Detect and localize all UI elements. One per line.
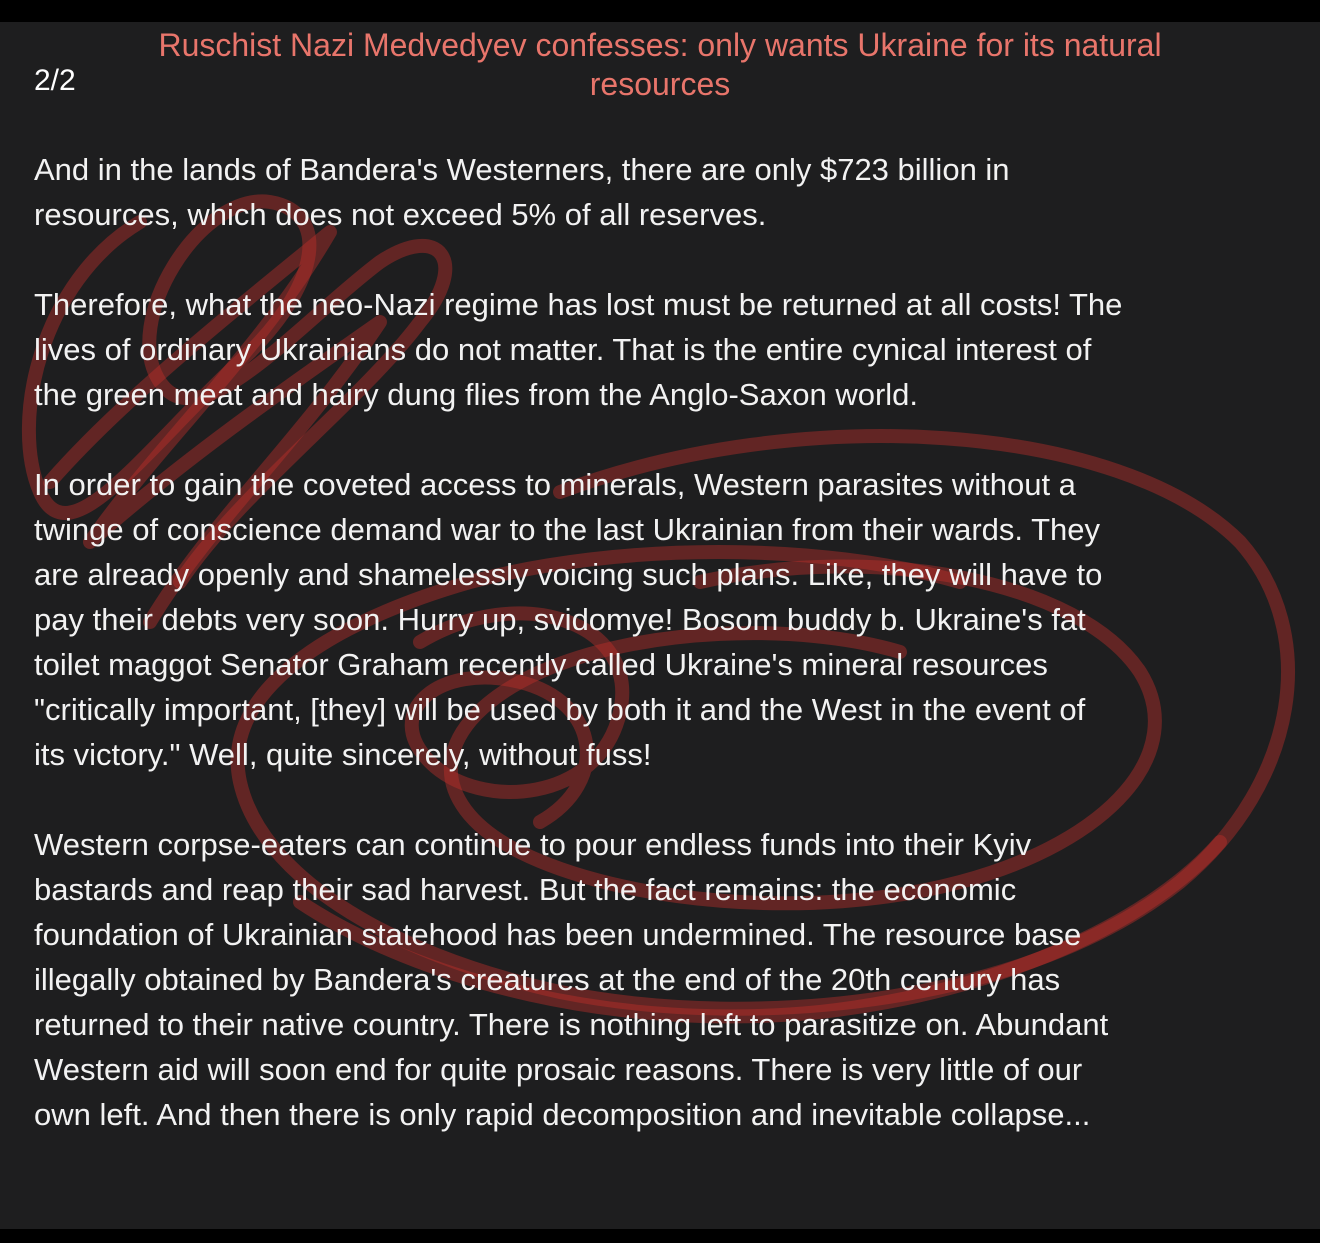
paragraph-1: And in the lands of Bandera's Westerners, there are only $723 billion in resources, which does not exceed 5% of all reserves. bbox=[34, 152, 1010, 232]
page-indicator: 2/2 bbox=[34, 64, 76, 97]
paragraph-2: Therefore, what the neo-Nazi regime has lost must be returned at all costs! The lives of ordinary Ukrainians do not matter. That is the entire cynical interest of the green meat and hairy dung flies from the Anglo-Saxon world. bbox=[34, 287, 1123, 412]
screenshot-frame bbox=[0, 22, 1320, 1229]
post-title: Ruschist Nazi Medvedyev confesses: only wants Ukraine for its natural resources bbox=[158, 27, 1162, 102]
paragraph-3: In order to gain the coveted access to minerals, Western parasites without a twinge of conscience demand war to the last Ukrainian from their wards. They are already openly and shamelessly voicing such plans. Like, they will have to pay their debts very soon. Hurry up, svidomye! Bosom buddy b. Ukraine's fat toilet maggot Senator Graham recently called Ukraine's mineral resources "critically important, [they] will be used by both it and the West in the event of its victory." Well, quite sincerely, without fuss! bbox=[34, 467, 1103, 772]
paragraph-4: Western corpse-eaters can continue to pour endless funds into their Kyiv bastards and reap their sad harvest. But the fact remains: the economic foundation of Ukrainian statehood has been undermined. The resource base illegally obtained by Bandera's creatures at the end of the 20th century has returned to their native country. There is nothing left to parasitize on. Abundant Western aid will soon end for quite prosaic reasons. There is very little of our own left. And then there is only rapid decomposition and inevitable collapse... bbox=[34, 827, 1109, 1132]
post-body bbox=[34, 147, 1309, 1182]
